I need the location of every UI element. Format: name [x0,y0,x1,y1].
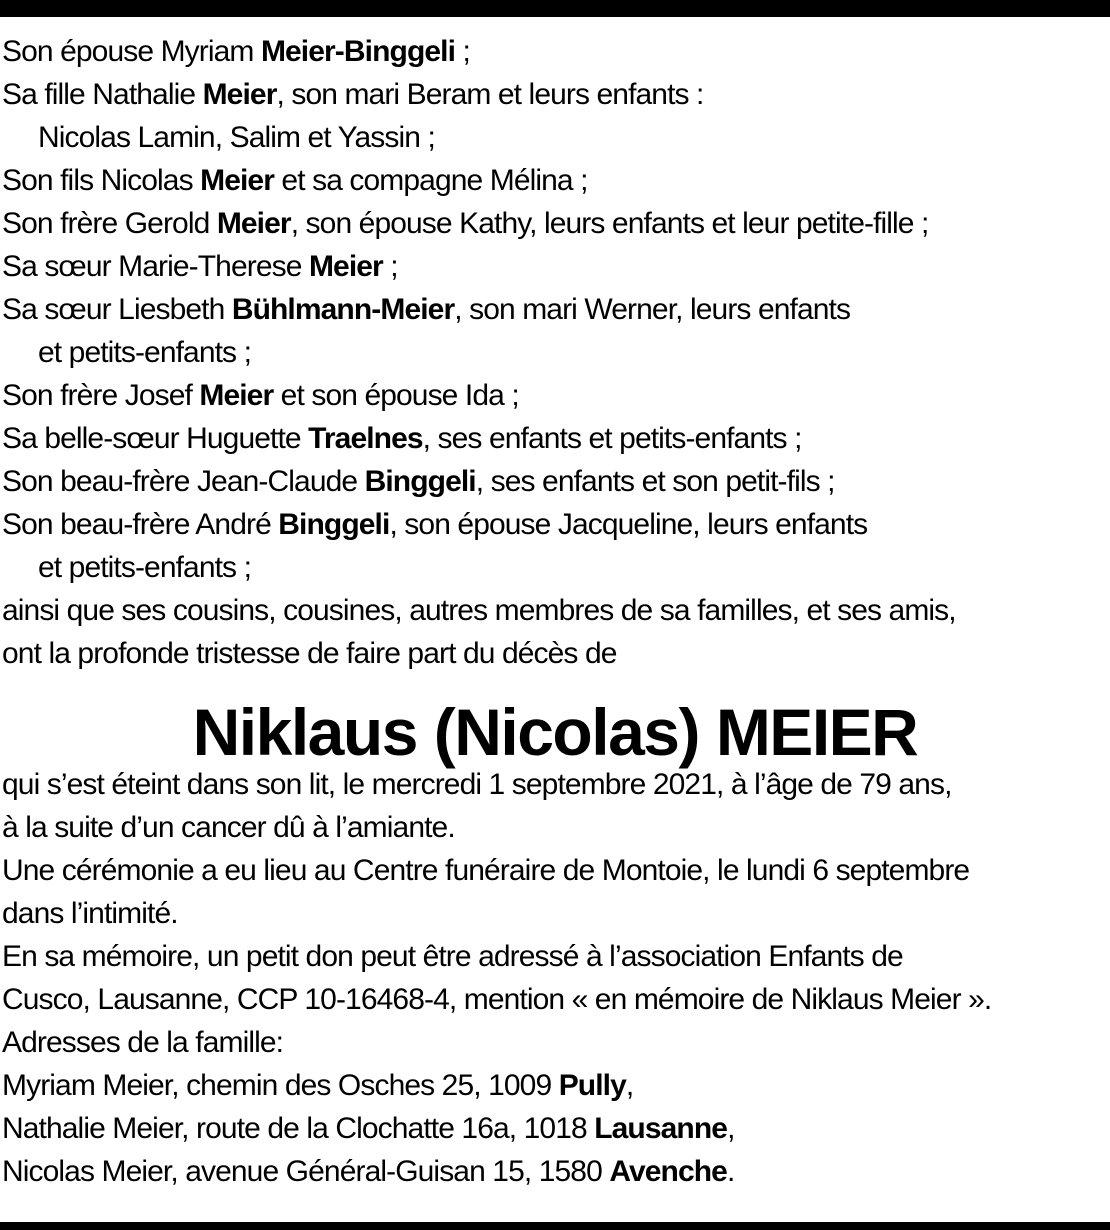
family-addresses [2,1064,1108,1193]
body-line: Adresses de la famille: [2,1026,284,1059]
body-line: En sa mémoire, un petit don peut être adressé à l’association Enfants de [2,940,903,973]
body-line: Une cérémonie a eu lieu au Centre funéraire de Montoie, le lundi 6 septembre [2,854,970,887]
family-line: et petits-enfants ; [38,336,252,369]
address-line: Nicolas Meier, avenue Général-Guisan 15, 1580 Avenche. [2,1155,735,1188]
notice-body [2,763,1108,1064]
bottom-rule [0,1222,1110,1230]
body-line: qui s’est éteint dans son lit, le mercredi 1 septembre 2021, à l’âge de 79 ans, [2,768,952,801]
obituary-notice [2,30,1108,1193]
body-line: dans l’intimité. [2,897,178,930]
deceased-name: Niklaus (Nicolas) MEIER [192,695,918,769]
family-line: Sa sœur Marie-Therese Meier ; [2,250,398,283]
family-line: Son fils Nicolas Meier et sa compagne Mélina ; [2,164,588,197]
body-line: à la suite d’un cancer dû à l’amiante. [2,811,455,844]
family-line: Son beau-frère Jean-Claude Binggeli, ses enfants et son petit-fils ; [2,465,835,498]
top-rule [0,0,1110,17]
family-line: et petits-enfants ; [38,551,252,584]
address-line: Nathalie Meier, route de la Clochatte 16a, 1018 Lausanne, [2,1112,735,1145]
family-line: Son épouse Myriam Meier-Binggeli ; [2,35,470,68]
body-line: Cusco, Lausanne, CCP 10-16468-4, mention « en mémoire de Niklaus Meier ». [2,983,992,1016]
family-line: Sa fille Nathalie Meier, son mari Beram et leurs enfants : [2,78,704,111]
family-line: Son frère Gerold Meier, son épouse Kathy, leurs enfants et leur petite-fille ; [2,207,929,240]
family-list [2,30,1108,675]
family-line: Sa sœur Liesbeth Bühlmann-Meier, son mari Werner, leurs enfants [2,293,851,326]
family-line: ainsi que ses cousins, cousines, autres membres de sa familles, et ses amis, [2,594,956,627]
address-line: Myriam Meier, chemin des Osches 25, 1009 Pully, [2,1069,634,1102]
family-line: Son beau-frère André Binggeli, son épouse Jacqueline, leurs enfants [2,508,868,541]
family-line: ont la profonde tristesse de faire part du décès de [2,637,617,670]
family-line: Sa belle-sœur Huguette Traelnes, ses enfants et petits-enfants ; [2,422,802,455]
family-line: Nicolas Lamin, Salim et Yassin ; [38,121,435,154]
family-line: Son frère Josef Meier et son épouse Ida ; [2,379,519,412]
